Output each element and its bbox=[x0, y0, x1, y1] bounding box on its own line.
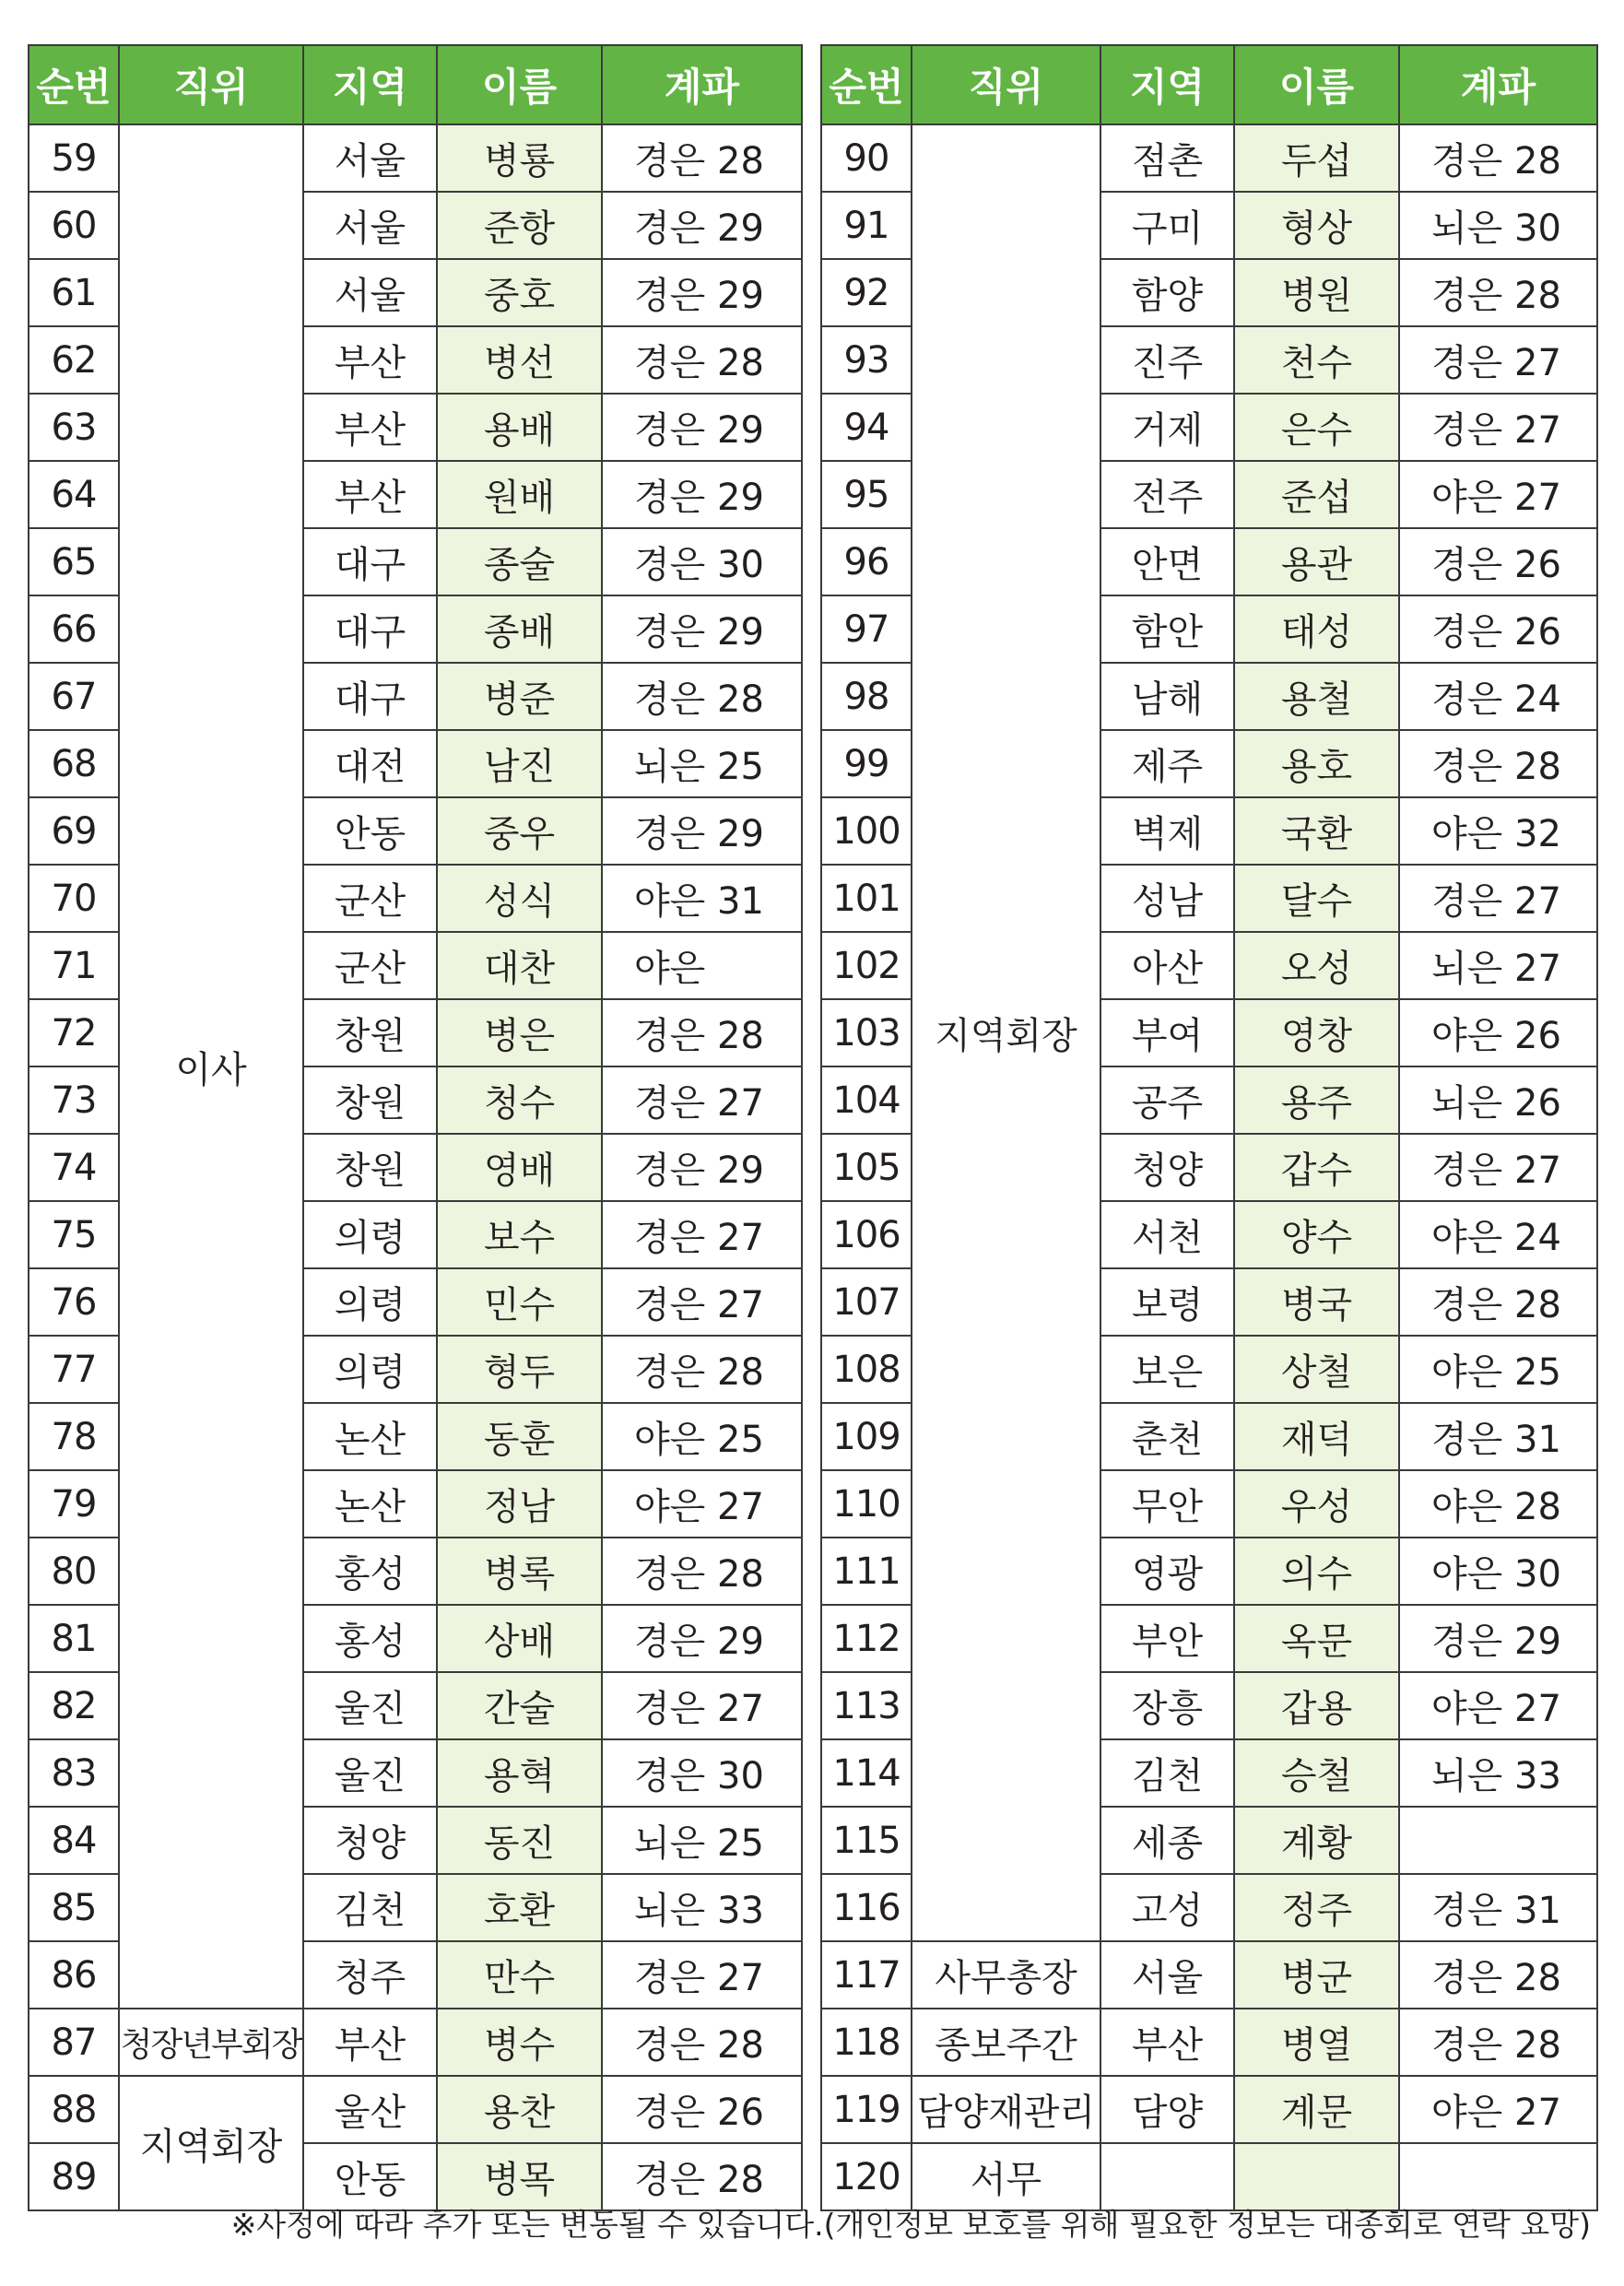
cell-name: 계문 bbox=[1234, 2076, 1399, 2143]
cell-region: 울진 bbox=[303, 1739, 437, 1807]
cell-region: 서울 bbox=[303, 259, 437, 326]
header-num: 순번 bbox=[821, 45, 912, 124]
cell-region: 장흥 bbox=[1100, 1672, 1234, 1739]
cell-num: 66 bbox=[29, 595, 119, 663]
cell-num: 69 bbox=[29, 797, 119, 865]
cell-num: 74 bbox=[29, 1134, 119, 1201]
cell-num: 120 bbox=[821, 2143, 912, 2210]
cell-name: 병원 bbox=[1234, 259, 1399, 326]
cell-num: 83 bbox=[29, 1739, 119, 1807]
cell-lineage: 야은 25 bbox=[1399, 1336, 1597, 1403]
cell-num: 88 bbox=[29, 2076, 119, 2143]
cell-name: 종배 bbox=[437, 595, 602, 663]
cell-name: 남진 bbox=[437, 730, 602, 797]
cell-lineage: 경은 28 bbox=[1399, 730, 1597, 797]
cell-num: 63 bbox=[29, 394, 119, 461]
cell-name: 갑수 bbox=[1234, 1134, 1399, 1201]
header-region: 지역 bbox=[1100, 45, 1234, 124]
cell-lineage: 뇌은 25 bbox=[602, 730, 802, 797]
cell-lineage: 경은 29 bbox=[602, 1134, 802, 1201]
cell-region: 청주 bbox=[303, 1941, 437, 2009]
cell-region: 청양 bbox=[1100, 1134, 1234, 1201]
cell-num: 71 bbox=[29, 932, 119, 999]
cell-name: 민수 bbox=[437, 1268, 602, 1336]
cell-region: 부산 bbox=[1100, 2009, 1234, 2076]
cell-name: 형상 bbox=[1234, 192, 1399, 259]
cell-region: 세종 bbox=[1100, 1807, 1234, 1874]
cell-num: 103 bbox=[821, 999, 912, 1066]
cell-num: 113 bbox=[821, 1672, 912, 1739]
cell-num: 118 bbox=[821, 2009, 912, 2076]
cell-region: 부산 bbox=[303, 461, 437, 528]
cell-region: 거제 bbox=[1100, 394, 1234, 461]
cell-name: 병수 bbox=[437, 2009, 602, 2076]
cell-lineage: 경은 26 bbox=[1399, 595, 1597, 663]
cell-num: 65 bbox=[29, 528, 119, 595]
table-row bbox=[821, 124, 1597, 192]
cell-region: 영광 bbox=[1100, 1538, 1234, 1605]
cell-region: 논산 bbox=[303, 1470, 437, 1538]
cell-region: 아산 bbox=[1100, 932, 1234, 999]
cell-lineage: 야은 27 bbox=[1399, 2076, 1597, 2143]
cell-region: 울산 bbox=[303, 2076, 437, 2143]
cell-name: 승철 bbox=[1234, 1739, 1399, 1807]
cell-region: 부산 bbox=[303, 394, 437, 461]
cell-name: 병군 bbox=[1234, 1941, 1399, 2009]
header-role: 직위 bbox=[119, 45, 303, 124]
cell-name: 청수 bbox=[437, 1066, 602, 1134]
cell-role: 서무 bbox=[912, 2143, 1100, 2210]
cell-lineage: 경은 29 bbox=[602, 1605, 802, 1672]
cell-lineage: 야은 28 bbox=[1399, 1470, 1597, 1538]
cell-region: 부산 bbox=[303, 326, 437, 394]
cell-name: 용주 bbox=[1234, 1066, 1399, 1134]
cell-name: 성식 bbox=[437, 865, 602, 932]
cell-region: 의령 bbox=[303, 1201, 437, 1268]
cell-name: 천수 bbox=[1234, 326, 1399, 394]
cell-lineage: 경은 29 bbox=[602, 595, 802, 663]
cell-name: 용찬 bbox=[437, 2076, 602, 2143]
cell-num: 117 bbox=[821, 1941, 912, 2009]
cell-num: 116 bbox=[821, 1874, 912, 1941]
cell-region: 보은 bbox=[1100, 1336, 1234, 1403]
cell-region: 서울 bbox=[303, 192, 437, 259]
cell-lineage: 경은 28 bbox=[602, 663, 802, 730]
cell-region: 벽제 bbox=[1100, 797, 1234, 865]
cell-name: 영창 bbox=[1234, 999, 1399, 1066]
cell-region: 제주 bbox=[1100, 730, 1234, 797]
cell-num: 80 bbox=[29, 1538, 119, 1605]
cell-num: 68 bbox=[29, 730, 119, 797]
cell-lineage: 경은 27 bbox=[602, 1941, 802, 2009]
cell-role: 지역회장 bbox=[119, 2076, 303, 2210]
cell-num: 95 bbox=[821, 461, 912, 528]
cell-lineage: 경은 28 bbox=[1399, 1941, 1597, 2009]
cell-name: 병은 bbox=[437, 999, 602, 1066]
cell-region: 담양 bbox=[1100, 2076, 1234, 2143]
cell-lineage: 경은 27 bbox=[602, 1672, 802, 1739]
cell-region: 의령 bbox=[303, 1268, 437, 1336]
member-table-right bbox=[820, 44, 1598, 2211]
cell-region: 무안 bbox=[1100, 1470, 1234, 1538]
cell-lineage: 경은 29 bbox=[602, 259, 802, 326]
cell-name: 계황 bbox=[1234, 1807, 1399, 1874]
cell-name: 재덕 bbox=[1234, 1403, 1399, 1470]
cell-name: 준항 bbox=[437, 192, 602, 259]
cell-num: 108 bbox=[821, 1336, 912, 1403]
cell-num: 64 bbox=[29, 461, 119, 528]
header-name: 이름 bbox=[437, 45, 602, 124]
cell-region: 김천 bbox=[303, 1874, 437, 1941]
cell-region: 안동 bbox=[303, 797, 437, 865]
cell-name: 병목 bbox=[437, 2143, 602, 2210]
member-table-left bbox=[28, 44, 803, 2211]
cell-name: 병록 bbox=[437, 1538, 602, 1605]
cell-region: 서울 bbox=[1100, 1941, 1234, 2009]
cell-num: 107 bbox=[821, 1268, 912, 1336]
cell-region: 대구 bbox=[303, 595, 437, 663]
cell-name: 용철 bbox=[1234, 663, 1399, 730]
cell-lineage: 경은 30 bbox=[602, 1739, 802, 1807]
cell-num: 78 bbox=[29, 1403, 119, 1470]
cell-name: 형두 bbox=[437, 1336, 602, 1403]
cell-num: 100 bbox=[821, 797, 912, 865]
cell-num: 110 bbox=[821, 1470, 912, 1538]
cell-lineage: 야은 32 bbox=[1399, 797, 1597, 865]
cell-num: 86 bbox=[29, 1941, 119, 2009]
table-row bbox=[29, 124, 802, 192]
cell-lineage: 경은 28 bbox=[602, 1336, 802, 1403]
cell-name: 은수 bbox=[1234, 394, 1399, 461]
cell-role: 지역회장 bbox=[912, 124, 1100, 1941]
cell-lineage: 뇌은 26 bbox=[1399, 1066, 1597, 1134]
cell-name: 상철 bbox=[1234, 1336, 1399, 1403]
cell-lineage: 경은 24 bbox=[1399, 663, 1597, 730]
cell-region: 점촌 bbox=[1100, 124, 1234, 192]
cell-region: 함양 bbox=[1100, 259, 1234, 326]
cell-name: 정남 bbox=[437, 1470, 602, 1538]
cell-region: 성남 bbox=[1100, 865, 1234, 932]
cell-name: 용호 bbox=[1234, 730, 1399, 797]
cell-num: 79 bbox=[29, 1470, 119, 1538]
cell-region: 안동 bbox=[303, 2143, 437, 2210]
cell-num: 90 bbox=[821, 124, 912, 192]
table-row bbox=[29, 2009, 802, 2076]
cell-name: 대찬 bbox=[437, 932, 602, 999]
header-role: 직위 bbox=[912, 45, 1100, 124]
cell-region: 홍성 bbox=[303, 1538, 437, 1605]
cell-name: 병열 bbox=[1234, 2009, 1399, 2076]
cell-num: 87 bbox=[29, 2009, 119, 2076]
cell-num: 81 bbox=[29, 1605, 119, 1672]
cell-lineage: 경은 27 bbox=[602, 1268, 802, 1336]
cell-lineage: 뇌은 25 bbox=[602, 1807, 802, 1874]
cell-name: 동진 bbox=[437, 1807, 602, 1874]
cell-lineage: 경은 27 bbox=[1399, 865, 1597, 932]
cell-region: 군산 bbox=[303, 865, 437, 932]
cell-num: 115 bbox=[821, 1807, 912, 1874]
cell-num: 106 bbox=[821, 1201, 912, 1268]
cell-lineage: 경은 28 bbox=[602, 1538, 802, 1605]
cell-name: 병룡 bbox=[437, 124, 602, 192]
cell-name: 달수 bbox=[1234, 865, 1399, 932]
cell-name: 국환 bbox=[1234, 797, 1399, 865]
header-name: 이름 bbox=[1234, 45, 1399, 124]
cell-name: 보수 bbox=[437, 1201, 602, 1268]
cell-lineage: 경은 29 bbox=[1399, 1605, 1597, 1672]
cell-lineage: 경은 29 bbox=[602, 797, 802, 865]
cell-lineage: 경은 28 bbox=[1399, 124, 1597, 192]
cell-name: 용관 bbox=[1234, 528, 1399, 595]
cell-lineage: 야은 30 bbox=[1399, 1538, 1597, 1605]
cell-num: 99 bbox=[821, 730, 912, 797]
cell-name: 준섭 bbox=[1234, 461, 1399, 528]
cell-name: 동훈 bbox=[437, 1403, 602, 1470]
cell-region: 김천 bbox=[1100, 1739, 1234, 1807]
cell-name: 옥문 bbox=[1234, 1605, 1399, 1672]
cell-lineage: 야은 bbox=[602, 932, 802, 999]
cell-num: 72 bbox=[29, 999, 119, 1066]
cell-role: 종보주간 bbox=[912, 2009, 1100, 2076]
cell-num: 96 bbox=[821, 528, 912, 595]
cell-num: 91 bbox=[821, 192, 912, 259]
cell-lineage: 경은 28 bbox=[1399, 1268, 1597, 1336]
cell-region: 창원 bbox=[303, 1134, 437, 1201]
cell-lineage: 경은 28 bbox=[1399, 2009, 1597, 2076]
cell-region: 구미 bbox=[1100, 192, 1234, 259]
cell-region: 서울 bbox=[303, 124, 437, 192]
cell-lineage: 경은 28 bbox=[602, 999, 802, 1066]
cell-num: 76 bbox=[29, 1268, 119, 1336]
cell-role: 사무총장 bbox=[912, 1941, 1100, 2009]
cell-region: 함안 bbox=[1100, 595, 1234, 663]
cell-region: 대전 bbox=[303, 730, 437, 797]
cell-name: 중호 bbox=[437, 259, 602, 326]
cell-num: 84 bbox=[29, 1807, 119, 1874]
cell-name: 양수 bbox=[1234, 1201, 1399, 1268]
cell-region: 울진 bbox=[303, 1672, 437, 1739]
cell-lineage: 경은 26 bbox=[1399, 528, 1597, 595]
cell-num: 82 bbox=[29, 1672, 119, 1739]
cell-lineage: 경은 27 bbox=[1399, 1134, 1597, 1201]
cell-num: 98 bbox=[821, 663, 912, 730]
cell-num: 109 bbox=[821, 1403, 912, 1470]
cell-role: 담양재관리 bbox=[912, 2076, 1100, 2143]
cell-lineage: 경은 29 bbox=[602, 461, 802, 528]
cell-lineage: 야은 24 bbox=[1399, 1201, 1597, 1268]
cell-lineage: 경은 26 bbox=[602, 2076, 802, 2143]
cell-num: 114 bbox=[821, 1739, 912, 1807]
cell-region: 고성 bbox=[1100, 1874, 1234, 1941]
cell-region: 논산 bbox=[303, 1403, 437, 1470]
table-row bbox=[821, 2076, 1597, 2143]
cell-region: 남해 bbox=[1100, 663, 1234, 730]
cell-lineage: 경은 27 bbox=[1399, 394, 1597, 461]
cell-region: 공주 bbox=[1100, 1066, 1234, 1134]
cell-lineage: 뇌은 33 bbox=[1399, 1739, 1597, 1807]
cell-region: 청양 bbox=[303, 1807, 437, 1874]
cell-region: 진주 bbox=[1100, 326, 1234, 394]
cell-name: 태성 bbox=[1234, 595, 1399, 663]
cell-lineage: 경은 28 bbox=[1399, 259, 1597, 326]
cell-name: 간술 bbox=[437, 1672, 602, 1739]
cell-region: 대구 bbox=[303, 528, 437, 595]
cell-num: 59 bbox=[29, 124, 119, 192]
cell-name: 만수 bbox=[437, 1941, 602, 2009]
cell-name: 영배 bbox=[437, 1134, 602, 1201]
cell-num: 97 bbox=[821, 595, 912, 663]
cell-region: 의령 bbox=[303, 1336, 437, 1403]
cell-num: 77 bbox=[29, 1336, 119, 1403]
cell-num: 94 bbox=[821, 394, 912, 461]
cell-num: 92 bbox=[821, 259, 912, 326]
cell-name: 두섭 bbox=[1234, 124, 1399, 192]
cell-lineage: 야은 31 bbox=[602, 865, 802, 932]
cell-region: 홍성 bbox=[303, 1605, 437, 1672]
cell-num: 101 bbox=[821, 865, 912, 932]
cell-lineage: 경은 28 bbox=[602, 2143, 802, 2210]
cell-lineage: 경은 29 bbox=[602, 192, 802, 259]
cell-lineage: 경은 27 bbox=[1399, 326, 1597, 394]
cell-name: 상배 bbox=[437, 1605, 602, 1672]
cell-name: 용배 bbox=[437, 394, 602, 461]
cell-lineage: 뇌은 27 bbox=[1399, 932, 1597, 999]
cell-role: 이사 bbox=[119, 124, 303, 2009]
cell-num: 62 bbox=[29, 326, 119, 394]
header-lineage: 계파 bbox=[602, 45, 802, 124]
cell-lineage: 뇌은 33 bbox=[602, 1874, 802, 1941]
cell-lineage: 경은 28 bbox=[602, 2009, 802, 2076]
cell-lineage: 야은 27 bbox=[1399, 1672, 1597, 1739]
footnote: ※사정에 따라 추가 또는 변동될 수 있습니다.(개인정보 보호를 위해 필요한 정보는 대종회로 연락 요망) bbox=[230, 2207, 1591, 2243]
cell-num: 104 bbox=[821, 1066, 912, 1134]
cell-name: 용혁 bbox=[437, 1739, 602, 1807]
cell-num: 60 bbox=[29, 192, 119, 259]
cell-num: 89 bbox=[29, 2143, 119, 2210]
cell-region: 전주 bbox=[1100, 461, 1234, 528]
cell-region: 보령 bbox=[1100, 1268, 1234, 1336]
table-row bbox=[821, 2009, 1597, 2076]
cell-role: 청장년부회장 bbox=[119, 2009, 303, 2076]
header-num: 순번 bbox=[29, 45, 119, 124]
cell-lineage: 경은 29 bbox=[602, 394, 802, 461]
cell-num: 61 bbox=[29, 259, 119, 326]
cell-region: 춘천 bbox=[1100, 1403, 1234, 1470]
table-row bbox=[821, 1941, 1597, 2009]
header-lineage: 계파 bbox=[1399, 45, 1597, 124]
cell-name: 중우 bbox=[437, 797, 602, 865]
cell-region: 부여 bbox=[1100, 999, 1234, 1066]
cell-region: 부안 bbox=[1100, 1605, 1234, 1672]
cell-num: 112 bbox=[821, 1605, 912, 1672]
cell-name: 갑용 bbox=[1234, 1672, 1399, 1739]
cell-lineage: 경은 27 bbox=[602, 1066, 802, 1134]
cell-region: 창원 bbox=[303, 1066, 437, 1134]
cell-lineage: 경은 30 bbox=[602, 528, 802, 595]
cell-name: 오성 bbox=[1234, 932, 1399, 999]
cell-lineage: 야은 26 bbox=[1399, 999, 1597, 1066]
cell-num: 85 bbox=[29, 1874, 119, 1941]
cell-lineage: 경은 28 bbox=[602, 124, 802, 192]
cell-lineage bbox=[1399, 1807, 1597, 1874]
cell-name: 정주 bbox=[1234, 1874, 1399, 1941]
cell-num: 93 bbox=[821, 326, 912, 394]
cell-region: 대구 bbox=[303, 663, 437, 730]
cell-num: 105 bbox=[821, 1134, 912, 1201]
cell-region: 창원 bbox=[303, 999, 437, 1066]
cell-name: 원배 bbox=[437, 461, 602, 528]
cell-num: 119 bbox=[821, 2076, 912, 2143]
cell-name: 호환 bbox=[437, 1874, 602, 1941]
cell-lineage: 뇌은 30 bbox=[1399, 192, 1597, 259]
cell-region: 군산 bbox=[303, 932, 437, 999]
cell-num: 111 bbox=[821, 1538, 912, 1605]
cell-region: 부산 bbox=[303, 2009, 437, 2076]
cell-num: 75 bbox=[29, 1201, 119, 1268]
table-header-row bbox=[821, 45, 1597, 124]
cell-region: 서천 bbox=[1100, 1201, 1234, 1268]
cell-lineage: 경은 31 bbox=[1399, 1403, 1597, 1470]
header-region: 지역 bbox=[303, 45, 437, 124]
table-row bbox=[29, 2076, 802, 2143]
cell-num: 67 bbox=[29, 663, 119, 730]
cell-name: 우성 bbox=[1234, 1470, 1399, 1538]
cell-name: 병선 bbox=[437, 326, 602, 394]
cell-lineage: 야은 25 bbox=[602, 1403, 802, 1470]
cell-num: 102 bbox=[821, 932, 912, 999]
cell-region: 안면 bbox=[1100, 528, 1234, 595]
cell-lineage: 경은 31 bbox=[1399, 1874, 1597, 1941]
cell-name: 종술 bbox=[437, 528, 602, 595]
cell-name: 병국 bbox=[1234, 1268, 1399, 1336]
cell-num: 73 bbox=[29, 1066, 119, 1134]
cell-name: 의수 bbox=[1234, 1538, 1399, 1605]
cell-lineage: 야은 27 bbox=[1399, 461, 1597, 528]
cell-lineage: 경은 27 bbox=[602, 1201, 802, 1268]
cell-num: 70 bbox=[29, 865, 119, 932]
table-header-row bbox=[29, 45, 802, 124]
cell-lineage: 경은 28 bbox=[602, 326, 802, 394]
cell-lineage: 야은 27 bbox=[602, 1470, 802, 1538]
cell-name: 병준 bbox=[437, 663, 602, 730]
